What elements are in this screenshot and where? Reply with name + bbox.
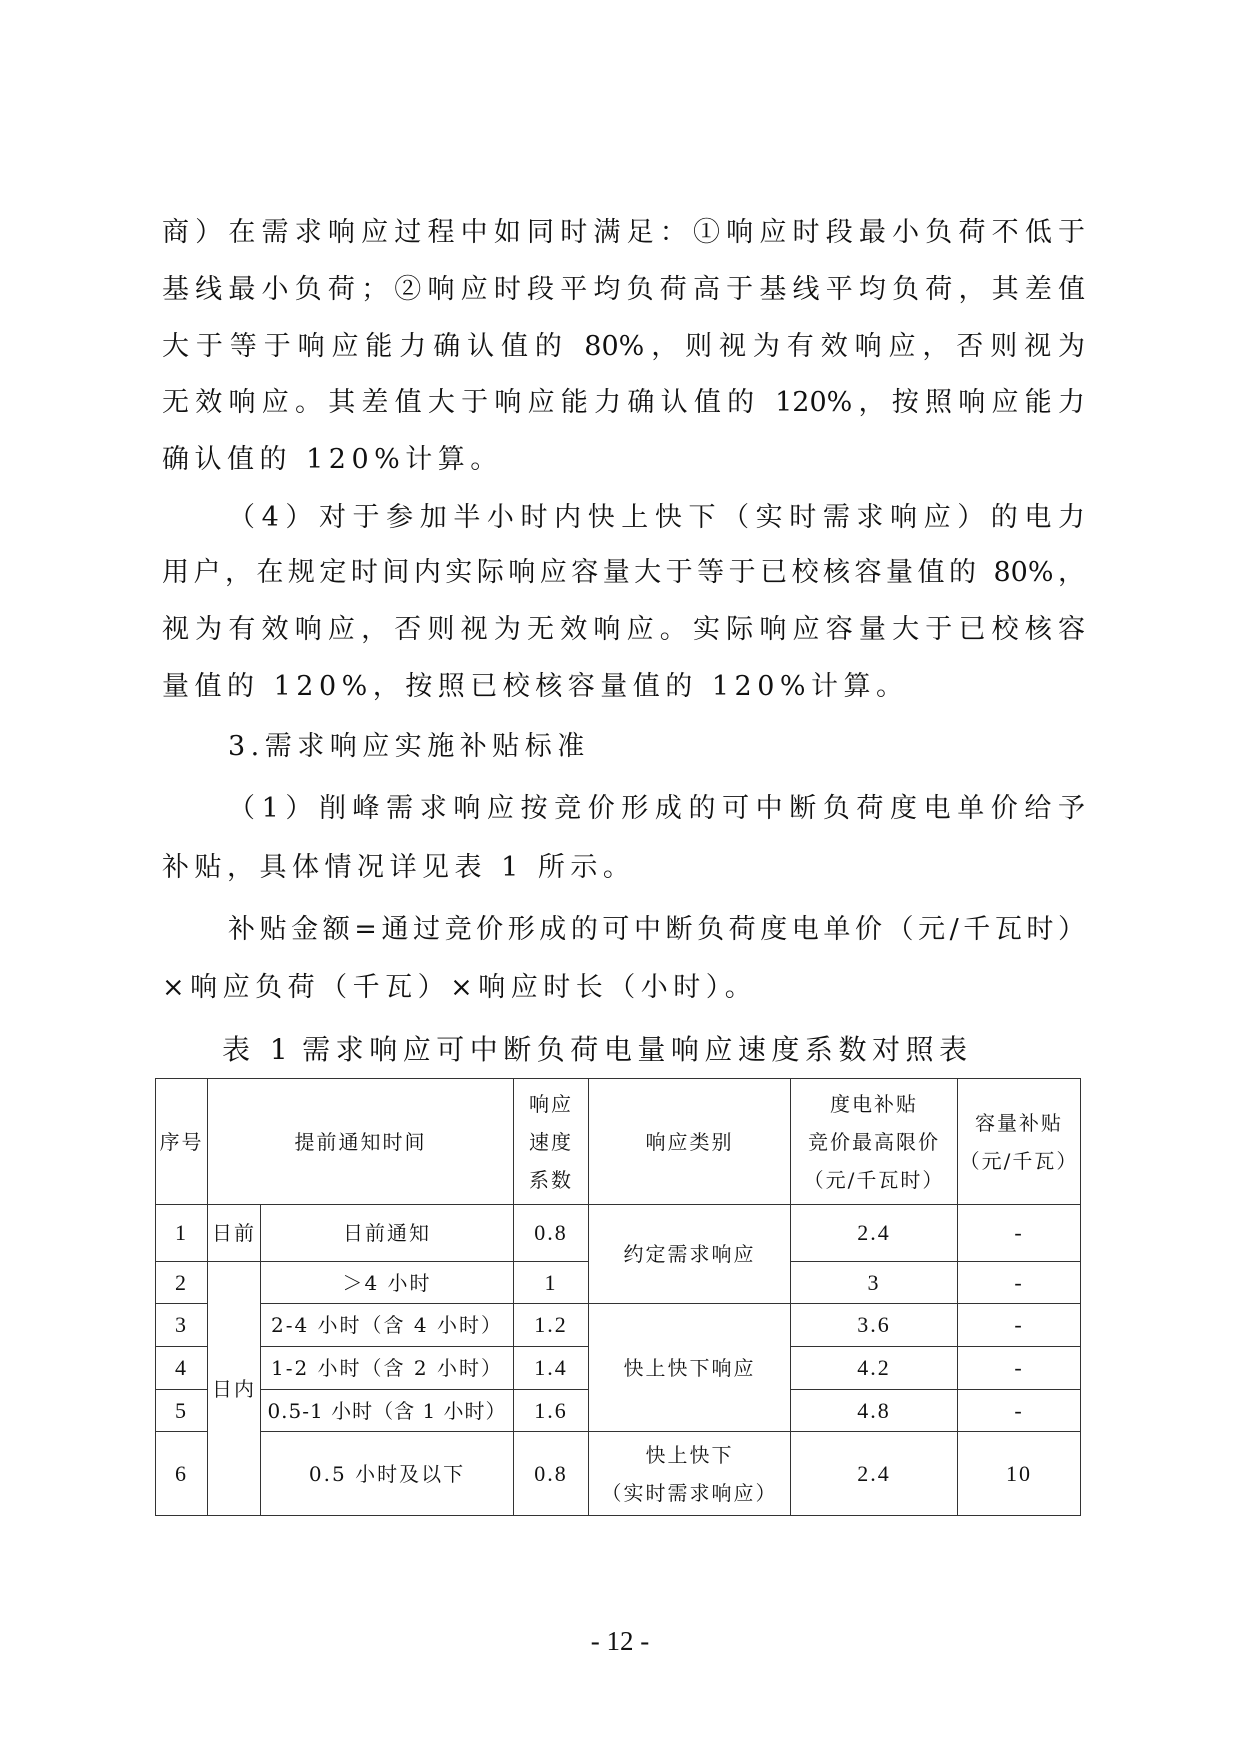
header-speed-coef-line: 响应 (529, 1091, 573, 1116)
cell-type-fast: 快上快下响应 (589, 1304, 791, 1432)
header-capacity-subsidy-line: 容量补贴 (975, 1110, 1063, 1135)
cell-coef: 1 (514, 1262, 589, 1304)
cell-notice: 2-4 小时（含 4 小时） (261, 1304, 514, 1347)
header-energy-subsidy-line: （元/千瓦时） (803, 1167, 945, 1192)
header-seq: 序号 (156, 1079, 208, 1205)
header-speed-coef-line: 系数 (529, 1167, 573, 1192)
paragraph-line: （4）对于参加半小时内快上快下（实时需求响应）的电力 (228, 502, 1085, 533)
cell-group-intraday: 日内 (208, 1262, 261, 1516)
cell-seq: 2 (156, 1262, 208, 1304)
header-notice-time: 提前通知时间 (208, 1079, 514, 1205)
paragraph-line: 用户，在规定时间内实际响应容量大于等于已校核容量值的 80%， (162, 557, 1085, 588)
paragraph-line: 补贴，具体情况详见表 1 所示。 (162, 852, 636, 883)
header-speed-coef-line: 速度 (529, 1129, 573, 1154)
paragraph-line: 大于等于响应能力确认值的 80%，则视为有效响应，否则视为 (162, 331, 1085, 362)
cell-capacity: - (958, 1304, 1081, 1347)
page-number: - 12 - (590, 1626, 650, 1656)
cell-notice: 日前通知 (261, 1205, 514, 1262)
cell-notice: 0.5-1 小时（含 1 小时） (261, 1390, 514, 1432)
cell-price: 3 (791, 1262, 958, 1304)
cell-type-realtime-line: （实时需求响应） (601, 1480, 778, 1505)
cell-capacity: - (958, 1262, 1081, 1304)
header-capacity-subsidy (958, 1079, 1081, 1205)
cell-capacity: 10 (958, 1432, 1081, 1516)
cell-coef: 0.8 (514, 1432, 589, 1516)
cell-coef: 1.2 (514, 1304, 589, 1347)
cell-price: 4.8 (791, 1390, 958, 1432)
cell-notice: ＞4 小时 (261, 1262, 514, 1304)
header-energy-subsidy-line: 度电补贴 (830, 1091, 918, 1116)
table-row (156, 1304, 1081, 1347)
cell-group-day-ahead: 日前 (208, 1205, 261, 1262)
header-speed-coef (514, 1079, 589, 1205)
table-title: 表 1 需求响应可中断负荷电量响应速度系数对照表 (222, 1033, 967, 1066)
cell-seq: 1 (156, 1205, 208, 1262)
cell-price: 2.4 (791, 1432, 958, 1516)
header-energy-subsidy (791, 1079, 958, 1205)
table-row (156, 1205, 1081, 1262)
cell-coef: 0.8 (514, 1205, 589, 1262)
cell-notice: 1-2 小时（含 2 小时） (261, 1347, 514, 1390)
formula-line: ×响应负荷（千瓦）×响应时长（小时）。 (162, 972, 758, 1003)
cell-price: 4.2 (791, 1347, 958, 1390)
cell-type-realtime-line: 快上快下 (645, 1442, 734, 1467)
formula-line: 补贴金额=通过竞价形成的可中断负荷度电单价（元/千瓦时） (228, 914, 1085, 945)
cell-seq: 3 (156, 1304, 208, 1347)
paragraph-line: 无效响应。其差值大于响应能力确认值的 120%，按照响应能力 (162, 387, 1085, 418)
cell-coef: 1.6 (514, 1390, 589, 1432)
paragraph-line: （1）削峰需求响应按竞价形成的可中断负荷度电单价给予 (228, 793, 1085, 824)
table-row (156, 1432, 1081, 1516)
cell-capacity: - (958, 1390, 1081, 1432)
subsidy-table (155, 1078, 1081, 1516)
header-capacity-subsidy-line: （元/千瓦） (959, 1148, 1079, 1173)
cell-notice: 0.5 小时及以下 (261, 1432, 514, 1516)
section-heading: 3.需求响应实施补贴标准 (228, 731, 590, 762)
paragraph-line: 商）在需求响应过程中如同时满足：①响应时段最小负荷不低于 (162, 217, 1085, 248)
cell-type-realtime (589, 1432, 791, 1516)
cell-capacity: - (958, 1205, 1081, 1262)
cell-seq: 5 (156, 1390, 208, 1432)
paragraph-line: 确认值的 120%计算。 (162, 444, 503, 475)
paragraph-line: 量值的 120%，按照已校核容量值的 120%计算。 (162, 671, 909, 702)
header-response-type: 响应类别 (589, 1079, 791, 1205)
paragraph-line: 基线最小负荷；②响应时段平均负荷高于基线平均负荷，其差值 (162, 274, 1085, 305)
cell-seq: 6 (156, 1432, 208, 1516)
cell-capacity: - (958, 1347, 1081, 1390)
header-energy-subsidy-line: 竞价最高限价 (808, 1129, 940, 1154)
table-header-row (156, 1079, 1081, 1205)
cell-seq: 4 (156, 1347, 208, 1390)
cell-coef: 1.4 (514, 1347, 589, 1390)
paragraph-line: 视为有效响应，否则视为无效响应。实际响应容量大于已校核容 (162, 614, 1085, 645)
cell-price: 2.4 (791, 1205, 958, 1262)
cell-price: 3.6 (791, 1304, 958, 1347)
cell-type-agreed: 约定需求响应 (589, 1205, 791, 1304)
